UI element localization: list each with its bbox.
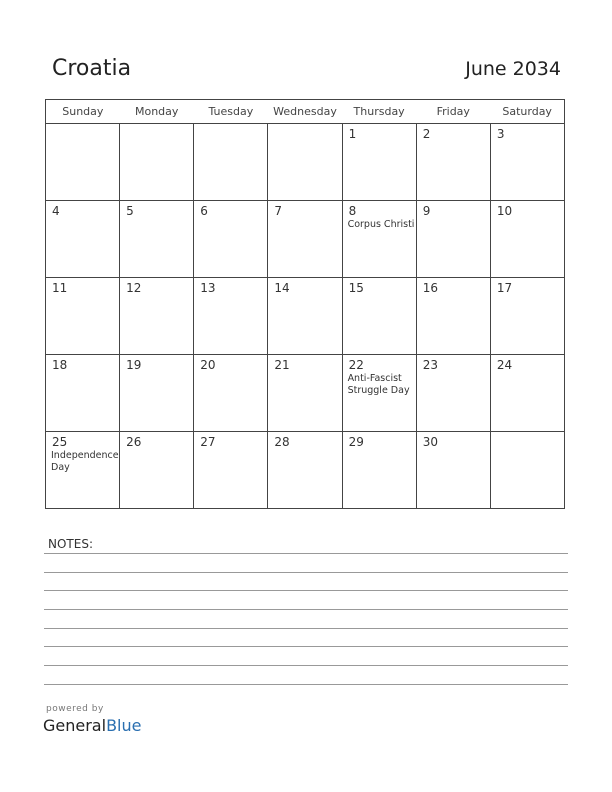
day-number: 18 xyxy=(52,358,68,372)
weekday-monday: Monday xyxy=(120,100,194,124)
day-cell xyxy=(342,201,416,278)
day-cell xyxy=(342,124,416,201)
day-cell xyxy=(194,124,268,201)
day-cell xyxy=(416,355,490,432)
week-row xyxy=(46,201,565,278)
day-cell xyxy=(416,432,490,509)
day-cell xyxy=(120,124,194,201)
day-cell xyxy=(342,355,416,432)
day-cell xyxy=(194,432,268,509)
weekday-tuesday: Tuesday xyxy=(194,100,268,124)
note-line xyxy=(44,609,568,610)
day-cell xyxy=(268,278,342,355)
note-line xyxy=(44,665,568,666)
calendar-body xyxy=(46,124,565,509)
day-cell xyxy=(268,432,342,509)
day-cell xyxy=(120,432,194,509)
day-number: 24 xyxy=(496,358,513,372)
note-line xyxy=(44,684,568,685)
day-cell xyxy=(194,201,268,278)
day-cell xyxy=(46,278,120,355)
day-number: 30 xyxy=(422,435,438,449)
holiday-label: Anti-Fascist Struggle Day xyxy=(347,373,410,396)
day-number: 17 xyxy=(496,281,513,295)
notes-label: NOTES: xyxy=(48,537,93,551)
day-number: 20 xyxy=(200,358,216,372)
day-number: 8 xyxy=(348,204,357,218)
day-number: 5 xyxy=(126,204,134,218)
day-cell xyxy=(342,432,416,509)
day-number: 9 xyxy=(422,204,431,218)
day-cell xyxy=(342,278,416,355)
day-number: 3 xyxy=(496,127,505,141)
day-cell xyxy=(194,278,268,355)
note-line xyxy=(44,572,568,573)
day-cell xyxy=(416,278,490,355)
day-number: 27 xyxy=(200,435,216,449)
brand-general: General xyxy=(43,716,107,735)
day-cell xyxy=(490,124,564,201)
day-number: 16 xyxy=(422,281,438,295)
day-number: 13 xyxy=(200,281,216,295)
note-line xyxy=(44,553,568,554)
day-number: 4 xyxy=(52,204,60,218)
day-cell xyxy=(120,355,194,432)
day-number: 14 xyxy=(274,281,290,295)
brand-blue: Blue xyxy=(106,716,142,735)
day-cell xyxy=(120,278,194,355)
day-cell xyxy=(120,201,194,278)
day-cell xyxy=(490,278,564,355)
weekday-header-row xyxy=(46,100,565,124)
week-row xyxy=(46,432,565,509)
day-cell xyxy=(490,355,564,432)
day-number: 21 xyxy=(274,358,290,372)
note-line xyxy=(44,646,568,647)
day-cell xyxy=(46,355,120,432)
day-cell xyxy=(490,201,564,278)
note-line xyxy=(44,628,568,629)
day-number: 19 xyxy=(126,358,142,372)
day-number: 26 xyxy=(126,435,142,449)
weekday-sunday: Sunday xyxy=(46,100,120,124)
weekday-friday: Friday xyxy=(416,100,490,124)
day-cell xyxy=(46,201,120,278)
brand-logo xyxy=(43,716,141,735)
day-number: 23 xyxy=(422,358,438,372)
day-cell xyxy=(416,201,490,278)
day-number: 6 xyxy=(200,204,208,218)
day-number: 7 xyxy=(274,204,283,218)
holiday-label: Corpus Christi xyxy=(347,219,415,230)
day-number: 22 xyxy=(348,358,364,372)
day-cell xyxy=(490,432,564,509)
note-line xyxy=(44,590,568,591)
week-row xyxy=(46,355,565,432)
day-cell xyxy=(268,355,342,432)
month-year-title: June 2034 xyxy=(465,58,561,80)
weekday-thursday: Thursday xyxy=(342,100,416,124)
week-row xyxy=(46,278,565,355)
day-number: 10 xyxy=(496,204,513,218)
day-cell xyxy=(416,124,490,201)
day-cell xyxy=(46,124,120,201)
day-number: 25 xyxy=(52,435,68,449)
day-number: 12 xyxy=(126,281,142,295)
calendar-grid xyxy=(45,99,565,509)
day-cell xyxy=(46,432,120,509)
day-cell xyxy=(268,201,342,278)
weekday-saturday: Saturday xyxy=(490,100,564,124)
powered-by-text: powered by xyxy=(46,704,104,714)
day-number: 1 xyxy=(348,127,357,141)
day-number: 29 xyxy=(348,435,364,449)
holiday-label: Independence Day xyxy=(51,450,119,473)
day-cell xyxy=(194,355,268,432)
country-title: Croatia xyxy=(52,56,132,81)
day-number: 15 xyxy=(348,281,364,295)
day-number: 11 xyxy=(52,281,68,295)
week-row xyxy=(46,124,565,201)
day-number: 28 xyxy=(274,435,290,449)
day-cell xyxy=(268,124,342,201)
weekday-wednesday: Wednesday xyxy=(268,100,342,124)
day-number: 2 xyxy=(422,127,431,141)
